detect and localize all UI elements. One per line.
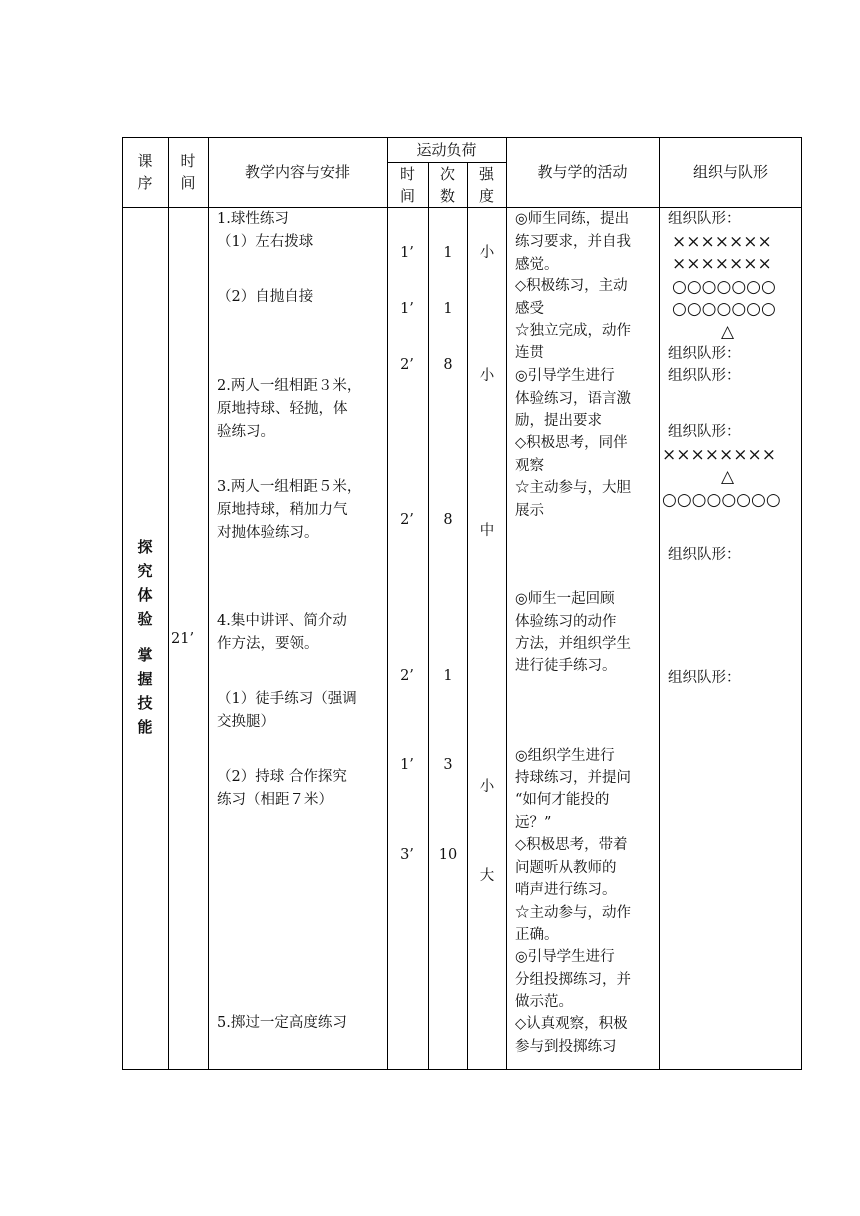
- load-count: 1: [443, 301, 453, 317]
- formation-row-students-x: ×××××××: [672, 232, 772, 252]
- content-line: 作方法，要领。: [217, 636, 319, 652]
- header-time: 时 间: [180, 152, 196, 192]
- activity-line: ◎引导学生进行: [515, 949, 615, 965]
- load-count: 10: [438, 847, 458, 863]
- content-line: 对抛体验练习。: [217, 525, 319, 541]
- formation-row-students-o: ○○○○○○○: [672, 299, 776, 319]
- load-time: 1’: [400, 245, 414, 261]
- header-organization: 组织与队形: [692, 163, 768, 181]
- formation-label: 组织队形：: [668, 670, 741, 686]
- load-intensity: 小: [479, 245, 495, 261]
- formation-label: 组织队形：: [668, 346, 741, 362]
- activity-line: 方法，并组织学生: [515, 636, 631, 652]
- activity-line: 参与到投掷练习: [515, 1039, 617, 1055]
- content-line: 练习（相距７米）: [217, 792, 333, 808]
- formation-teacher-marker: △: [721, 467, 735, 487]
- content-line: 5.掷过一定高度练习: [217, 1015, 347, 1031]
- load-intensity: 中: [479, 523, 495, 539]
- load-intensity: 小: [479, 368, 495, 384]
- activity-line: ◎引导学生进行: [515, 368, 615, 384]
- load-time: 2’: [400, 668, 414, 684]
- activity-line: ◇积极练习，主动: [515, 278, 628, 294]
- load-count: 3: [443, 757, 453, 773]
- activity-line: 连贯: [515, 345, 544, 361]
- col-divider-load-count: [467, 162, 468, 1070]
- activity-line: 分组投掷练习，并: [515, 972, 631, 988]
- col-divider-content: [387, 137, 388, 1070]
- activity-line: 进行徒手练习。: [515, 658, 617, 674]
- col-divider-order: [168, 137, 169, 1070]
- load-count: 8: [443, 512, 453, 528]
- content-line: 验练习。: [217, 424, 275, 440]
- content-line: （1）左右拨球: [217, 234, 314, 250]
- content-line: 原地持球，稍加力气: [217, 502, 348, 518]
- formation-row-students-x: ×××××××: [672, 254, 772, 274]
- activity-line: 哨声进行练习。: [515, 882, 617, 898]
- load-count: 1: [443, 668, 453, 684]
- load-intensity: 大: [479, 868, 495, 884]
- content-line: 3.两人一组相距５米，: [217, 479, 362, 495]
- load-count: 8: [443, 357, 453, 373]
- activity-line: 问题听从教师的: [515, 860, 617, 876]
- col-divider-time: [208, 137, 209, 1070]
- activity-line: 练习要求，并自我: [515, 234, 631, 250]
- activity-line: ◇认真观察，积极: [515, 1016, 628, 1032]
- activity-line: ◎组织学生进行: [515, 748, 615, 764]
- formation-row-students-o: ○○○○○○○○: [662, 490, 781, 510]
- activity-line: 远？”: [515, 815, 552, 831]
- content-line: 1.球性练习: [217, 211, 289, 227]
- activity-line: 感受: [515, 301, 544, 317]
- activity-line: “如何才能投的: [515, 792, 610, 808]
- formation-teacher-marker: △: [721, 322, 735, 342]
- load-count: 1: [443, 245, 453, 261]
- load-time: 2’: [400, 357, 414, 373]
- content-line: 2.两人一组相距３米，: [217, 378, 362, 394]
- activity-line: 持球练习，并提问: [515, 770, 631, 786]
- header-load-time: 时 间: [399, 165, 415, 205]
- formation-row-students-o: ○○○○○○○: [672, 277, 776, 297]
- content-line: （2）持球 合作探究: [217, 769, 347, 785]
- load-time: 3’: [400, 847, 414, 863]
- formation-label: 组织队形：: [668, 424, 741, 440]
- formation-label: 组织队形：: [668, 547, 741, 563]
- activity-line: ◇积极思考，同伴: [515, 435, 628, 451]
- header-content: 教学内容与安排: [244, 163, 350, 181]
- header-activities: 教与学的活动: [537, 163, 628, 181]
- header-load-intensity: 强 度: [478, 165, 494, 205]
- activity-line: 做示范。: [515, 994, 573, 1010]
- header-load-count: 次 数: [439, 165, 455, 205]
- load-intensity: 小: [479, 779, 495, 795]
- section-label: 探 究 体 验 掌 握 技 能: [137, 538, 153, 736]
- header-lesson-order: 课 序: [137, 152, 153, 192]
- formation-label: 组织队形：: [668, 368, 741, 384]
- content-line: 4.集中讲评、简介动: [217, 613, 347, 629]
- load-time: 1’: [400, 301, 414, 317]
- activity-line: 感觉。: [515, 257, 559, 273]
- load-time: 2’: [400, 512, 414, 528]
- content-line: （1）徒手练习（强调: [217, 691, 357, 707]
- activity-line: ◎师生同练，提出: [515, 211, 630, 227]
- activity-line: 正确。: [515, 927, 559, 943]
- load-time: 1’: [400, 757, 414, 773]
- formation-label: 组织队形：: [668, 211, 741, 227]
- activity-line: ◇积极思考，带着: [515, 837, 628, 853]
- activity-line: 观察: [515, 458, 544, 474]
- col-divider-activities: [659, 137, 660, 1070]
- activity-line: ☆主动参与，大胆: [515, 480, 631, 496]
- header-load: 运动负荷: [416, 141, 477, 159]
- activity-line: ☆主动参与，动作: [515, 905, 631, 921]
- section-duration: 21’: [171, 631, 195, 647]
- col-divider-intensity: [506, 137, 507, 1070]
- activity-line: 体验练习，语言激: [515, 391, 631, 407]
- activity-line: ☆独立完成，动作: [515, 323, 631, 339]
- formation-row-students-x: ××××××××: [662, 445, 776, 465]
- activity-line: 体验练习的动作: [515, 614, 617, 630]
- activity-line: 展示: [515, 503, 544, 519]
- content-line: 原地持球、轻抛，体: [217, 401, 348, 417]
- activity-line: ◎师生一起回顾: [515, 591, 615, 607]
- content-line: 交换腿）: [217, 714, 275, 730]
- activity-line: 励，提出要求: [515, 413, 602, 429]
- content-line: （2）自抛自接: [217, 289, 314, 305]
